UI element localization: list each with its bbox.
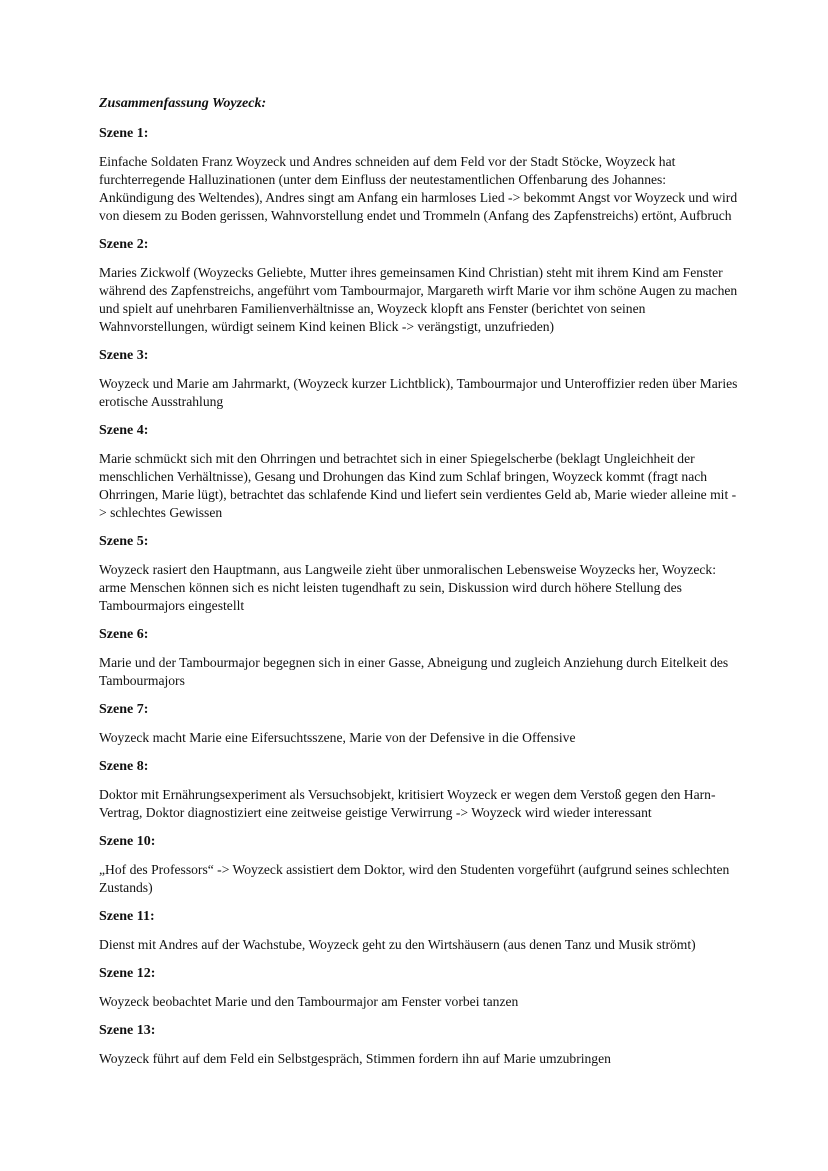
scene-heading: Szene 8: [99,759,149,774]
scene-heading: Szene 2: [99,237,149,252]
scene-10 [99,833,739,897]
scene-13 [99,1022,739,1068]
scene-12 [99,965,739,1011]
scene-summary: Einfache Soldaten Franz Woyzeck und Andres schneiden auf dem Feld vor der Stadt Stöcke, Woyzeck hat furchterregende Halluzinationen (unter dem Einfluss der neutestamentlichen Offenbarung des Johannes: Ankündigung des Weltendes), Andres singt am Anfang ein harmloses Lied -> bekommt Angst vor Woyzeck und wird von diesem zu Boden gerissen, Wahnvorstellung endet und Trommeln (Anfang des Zapfenstreichs) ertönt, Aufbruch [99,154,738,223]
scene-summary: Woyzeck und Marie am Jahrmarkt, (Woyzeck kurzer Lichtblick), Tambourmajor und Unteroffizier reden über Maries erotische Ausstrahlung [99,376,738,409]
scene-summary: Dienst mit Andres auf der Wachstube, Woyzeck geht zu den Wirtshäusern (aus denen Tanz und Musik strömt) [99,937,696,952]
scene-heading: Szene 12: [99,966,156,981]
scene-summary: Woyzeck rasiert den Hauptmann, aus Langweile zieht über unmoralischen Lebensweise Woyzecks her, Woyzeck: arme Menschen können sich es nicht leisten tugendhaft zu sein, Diskussion wird durch höhere Stellung des Tambourmajors eingestellt [99,562,716,613]
scene-7 [99,701,739,747]
scene-summary: Maries Zickwolf (Woyzecks Geliebte, Mutter ihres gemeinsamen Kind Christian) steht mit ihrem Kind am Fenster während des Zapfenstreichs, angeführt vom Tambourmajor, Margareth wirft Marie vor ihm schöne Augen zu machen und spielt auf unehrbaren Familienverhältnisse an, Woyzeck klopft ans Fenster (berichtet von seinen Wahnvorstellungen, würdigt seinem Kind keinen Blick -> verängstigt, unzufrieden) [99,265,738,334]
scene-summary: Woyzeck macht Marie eine Eifersuchtsszene, Marie von der Defensive in die Offensive [99,730,576,745]
scene-3 [99,347,739,411]
scene-5 [99,533,739,615]
scene-summary: „Hof des Professors“ -> Woyzeck assistiert dem Doktor, wird den Studenten vorgeführt (aufgrund seines schlechten Zustands) [99,862,730,895]
scene-heading: Szene 4: [99,423,149,438]
scene-11 [99,908,739,954]
scene-heading: Szene 11: [99,909,155,924]
document-page [99,95,739,1079]
scene-summary: Woyzeck beobachtet Marie und den Tambourmajor am Fenster vorbei tanzen [99,994,519,1009]
scene-4 [99,422,739,522]
document-title: Zusammenfassung Woyzeck: [99,96,267,111]
scene-heading: Szene 6: [99,627,149,642]
scene-heading: Szene 10: [99,834,156,849]
scene-8 [99,758,739,822]
scene-summary: Marie schmückt sich mit den Ohrringen und betrachtet sich in einer Spiegelscherbe (beklagt Ungleichheit der menschlichen Verhältnisse), Gesang und Drohungen das Kind zum Schlaf bringen, Woyzeck kommt (fragt nach Ohrringen, Marie lügt), betrachtet das schlafende Kind und liefert sein verdientes Geld ab, Marie wieder alleine mit -> schlechtes Gewissen [99,451,737,520]
scene-heading: Szene 3: [99,348,149,363]
scene-2 [99,236,739,336]
scene-1 [99,125,739,225]
scene-summary: Woyzeck führt auf dem Feld ein Selbstgespräch, Stimmen fordern ihn auf Marie umzubringen [99,1051,611,1066]
scene-heading: Szene 1: [99,126,149,141]
scene-summary: Doktor mit Ernährungsexperiment als Versuchsobjekt, kritisiert Woyzeck er wegen dem Verstoß gegen den Harn-Vertrag, Doktor diagnostiziert eine zeitweise geistige Verwirrung -> Woyzeck wird wieder interessant [99,787,716,820]
scene-heading: Szene 5: [99,534,149,549]
scene-heading: Szene 13: [99,1023,156,1038]
scene-heading: Szene 7: [99,702,149,717]
scene-summary: Marie und der Tambourmajor begegnen sich in einer Gasse, Abneigung und zugleich Anziehung durch Eitelkeit des Tambourmajors [99,655,729,688]
scene-6 [99,626,739,690]
